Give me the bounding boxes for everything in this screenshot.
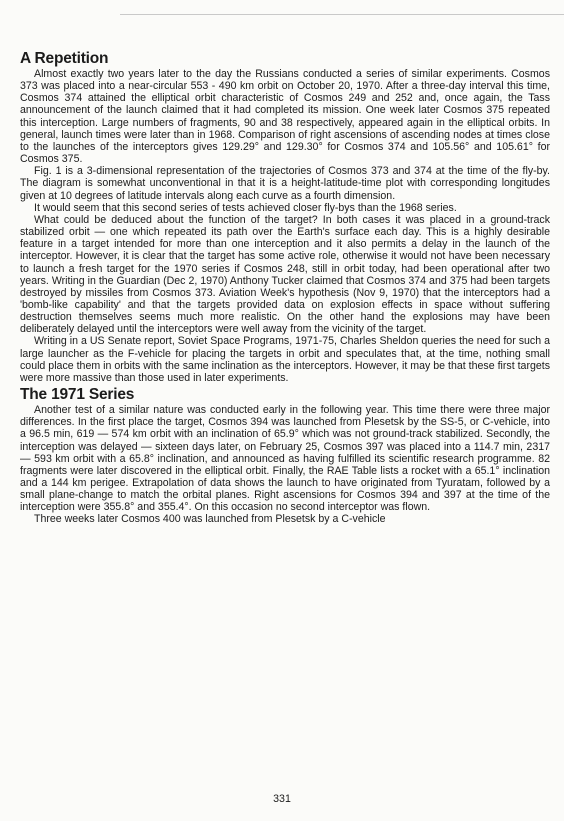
paragraph: Fig. 1 is a 3-dimensional representation of the trajectories of Cosmos 373 and 374 at the time of the fly-by. The diagram is somewhat unconventional in that it is a height-latitude-time plot with corresponding longitudes given at 10 degrees of latitude intervals along each curve as a fourth dimension. [20,165,550,202]
paragraph: It would seem that this second series of tests achieved closer fly-bys than the 1968 series. [34,201,457,214]
paragraph: Almost exactly two years later to the day the Russians conducted a series of similar experiments. Cosmos 373 was placed into a near-circular 553 - 490 km orbit on October 20, 1970. After a three-day interval this time, Cosmos 374 attained the elliptical orbit characteristic of Cosmos 249 and 252 and, once again, the Tass announcement of the launch claimed that it had completed its mission. One week later Cosmos 375 repeated this interception. Large numbers of fragments, 90 and 38 respectively, appeared again in the elliptical orbits. In general, launch times were later than in 1968. Comparison of right ascensions of ascending nodes at times close to the launches of the interceptors gives 129.29° and 129.30° for Cosmos 374 and 105.56° and 105.61° for Cosmos 375. [20,68,550,166]
paragraph: What could be deduced about the function of the target? In both cases it was placed in a ground-track stabilized orbit — one which repeated its path over the Earth's surface each day. This is a highly desirable feature in a target intended for more than one interception and it also permits a delay in the launch of the interceptor. However, it is clear that the target has some active role, otherwise it would not have been necessary to launch a fresh target for the 1970 series if Cosmos 248, still in orbit today, had been operational after two years. Writing in the Guardian (Dec 2, 1970) Anthony Tucker claimed that Cosmos 374 and 375 had been targets destroyed by missiles from Cosmos 373. Aviation Week's hypothesis (Nov 9, 1970) that the interceptors had a 'bomb-like capability' and that the targets provided data on explosion effects in space without suffering destruction themselves seems much more realistic. On the other hand the explosions may have been deliberately delayed until the interceptors were well away from the vicinity of the target. [20,213,550,336]
page-number: 331 [273,793,291,805]
paragraph: Another test of a similar nature was conducted early in the following year. This time there were three major differences. In the first place the target, Cosmos 394 was launched from Plesetsk by the SS-5, or C-vehicle, into a 96.5 min, 619 — 574 km orbit with an inclination of 65.9° which was not ground-track stabilized. Secondly, the interception was delayed — sixteen days later, on February 25, Cosmos 397 was placed into a 114.7 min, 2317 — 593 km orbit with a 65.8° inclination, and announced as having fulfilled its scientific research programme. 82 fragments were later discovered in the elliptical orbit. Finally, the RAE Table lists a rocket with a 65.1° inclination and a 144 km perigee. Extrapolation of data shows the launch to have originated from Tyuratam, followed by a small plane-change to match the orbital planes. Right ascensions for Cosmos 394 and 397 at the time of the interception were 355.8° and 355.4°. On this occasion no second interceptor was flown. [20,404,550,514]
paragraph: Three weeks later Cosmos 400 was launched from Plesetsk by a C-vehicle [34,513,386,526]
section-a-repetition [20,50,550,384]
top-rule-divider [120,14,564,15]
section-1971-series [20,386,550,526]
section-heading: A Repetition [20,50,109,67]
paragraph: Writing in a US Senate report, Soviet Space Programs, 1971-75, Charles Sheldon queries the need for such a large launcher as the F-vehicle for placing the targets in orbit and speculates that, at the time, nothing small could place them in orbits with the same inclination as the interceptors. However, it may be that these first targets were more massive than those used in later experiments. [20,335,550,384]
section-heading: The 1971 Series [20,386,135,404]
text-column [20,50,550,526]
